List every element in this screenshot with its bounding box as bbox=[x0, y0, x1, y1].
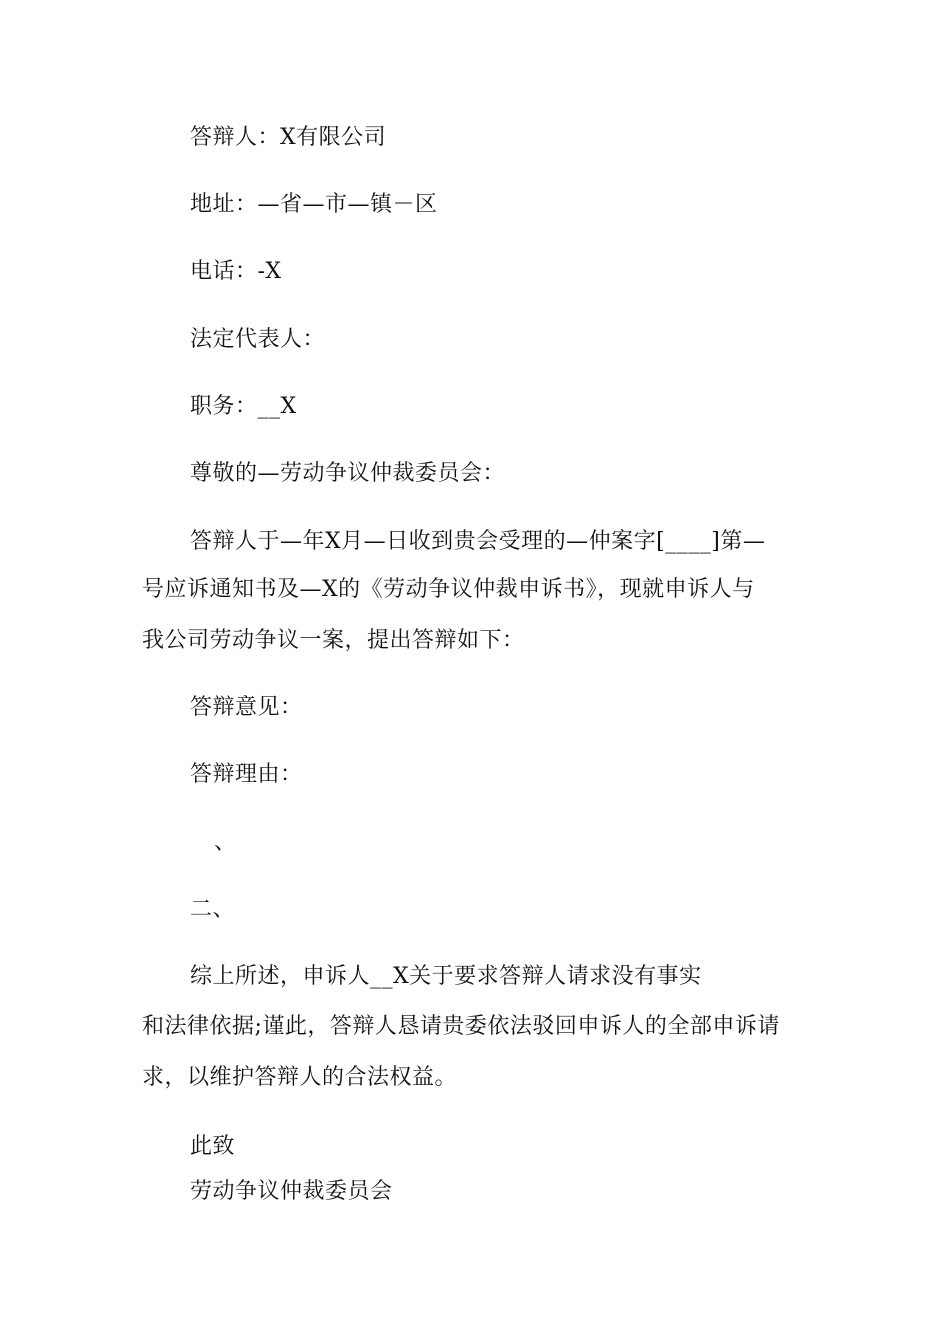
conclusion-line-1: 综上所述，申诉人__X关于要求答辩人请求没有事实 bbox=[190, 964, 702, 989]
reason-item-2: 二、 bbox=[190, 897, 236, 922]
phone-line: 电话：-X bbox=[190, 259, 282, 284]
respondent-line: 答辩人：X有限公司 bbox=[190, 125, 387, 150]
position-line: 职务：__X bbox=[190, 394, 297, 419]
salutation-line: 尊敬的—劳动争议仲裁委员会： bbox=[190, 461, 506, 486]
conclusion-line-2: 和法律依据;谨此，答辩人恳请贵委依法驳回申诉人的全部申诉请 bbox=[142, 1014, 780, 1039]
legal-representative-line: 法定代表人： bbox=[190, 327, 326, 352]
closing-line-1: 此致 bbox=[190, 1134, 236, 1159]
paragraph-1-line-2: 号应诉通知书及—X的《劳动争议仲裁申诉书》，现就申诉人与 bbox=[142, 577, 755, 602]
closing-line-2: 劳动争议仲裁委员会 bbox=[190, 1179, 393, 1204]
defense-reason-label: 答辩理由： bbox=[190, 762, 303, 787]
reason-item-1: 、 bbox=[214, 830, 237, 855]
address-line: 地址：—省—市—镇－区 bbox=[190, 192, 438, 217]
conclusion-line-3: 求，以维护答辩人的合法权益。 bbox=[142, 1065, 458, 1090]
paragraph-1-line-1: 答辩人于—年X月—日收到贵会受理的—仲案字[____]第— bbox=[190, 529, 766, 554]
paragraph-1-line-3: 我公司劳动争议一案，提出答辩如下： bbox=[142, 628, 525, 653]
defense-opinion-label: 答辩意见： bbox=[190, 695, 303, 720]
